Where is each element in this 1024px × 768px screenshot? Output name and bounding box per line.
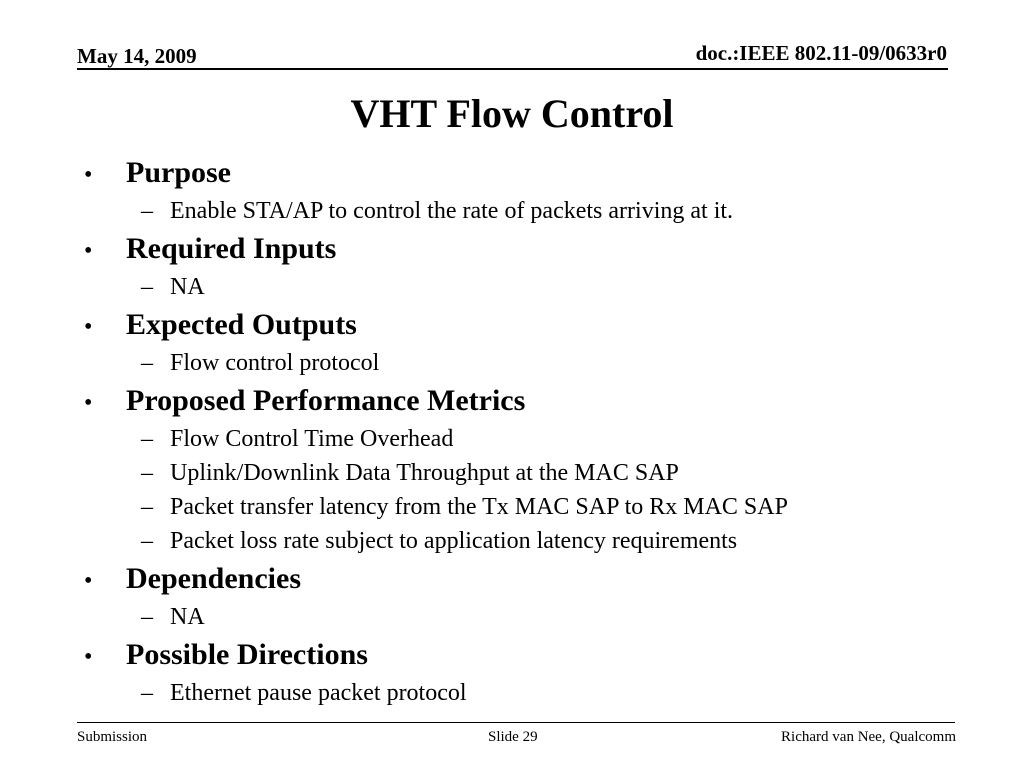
sub-bullet-marker: – bbox=[141, 680, 153, 706]
sub-bullet-text: Flow Control Time Overhead bbox=[170, 426, 454, 452]
bullet-item bbox=[84, 232, 964, 274]
sub-bullet-text: Ethernet pause packet protocol bbox=[170, 680, 467, 706]
sub-bullet-item bbox=[141, 680, 964, 714]
sub-bullet-item bbox=[141, 460, 964, 494]
bullet-item bbox=[84, 308, 964, 350]
footer-submission: Submission bbox=[77, 729, 148, 745]
sub-bullet-item bbox=[141, 274, 964, 308]
header-doc-id: doc.:IEEE 802.11-09/0633r0 bbox=[695, 41, 947, 65]
bullet-marker: • bbox=[84, 314, 93, 340]
bullet-item bbox=[84, 384, 964, 426]
slide-title: VHT Flow Control bbox=[350, 91, 674, 136]
bullet-heading: Expected Outputs bbox=[126, 308, 357, 341]
sub-bullet-item bbox=[141, 604, 964, 638]
sub-bullet-marker: – bbox=[141, 460, 153, 486]
bullet-section bbox=[84, 232, 964, 308]
bullet-section bbox=[84, 308, 964, 384]
sub-bullet-text: Uplink/Downlink Data Throughput at the MAC SAP bbox=[170, 460, 679, 486]
footer-divider bbox=[77, 722, 955, 723]
bullet-list bbox=[84, 156, 964, 714]
sub-bullet-marker: – bbox=[141, 494, 153, 520]
sub-bullet-text: Enable STA/AP to control the rate of packets arriving at it. bbox=[170, 198, 734, 224]
bullet-marker: • bbox=[84, 238, 93, 264]
sub-bullet-item bbox=[141, 198, 964, 232]
bullet-heading: Required Inputs bbox=[126, 232, 337, 265]
bullet-item bbox=[84, 562, 964, 604]
sub-bullet-marker: – bbox=[141, 350, 153, 376]
sub-bullet-item bbox=[141, 426, 964, 460]
bullet-section bbox=[84, 638, 964, 714]
bullet-marker: • bbox=[84, 162, 93, 188]
bullet-heading: Purpose bbox=[126, 156, 231, 189]
header-divider bbox=[77, 68, 948, 70]
sub-bullet-text: Flow control protocol bbox=[170, 350, 380, 376]
bullet-section bbox=[84, 384, 964, 562]
bullet-section bbox=[84, 156, 964, 232]
sub-bullet-text: Packet loss rate subject to application latency requirements bbox=[170, 528, 738, 554]
bullet-item bbox=[84, 156, 964, 198]
footer-slide-number: Slide 29 bbox=[488, 729, 538, 745]
sub-bullet-item bbox=[141, 494, 964, 528]
bullet-marker: • bbox=[84, 644, 93, 670]
bullet-section bbox=[84, 562, 964, 638]
bullet-heading: Proposed Performance Metrics bbox=[126, 384, 526, 417]
sub-bullet-marker: – bbox=[141, 604, 153, 630]
bullet-marker: • bbox=[84, 390, 93, 416]
sub-bullet-text: Packet transfer latency from the Tx MAC SAP to Rx MAC SAP bbox=[170, 494, 788, 520]
sub-bullet-item bbox=[141, 528, 964, 562]
bullet-marker: • bbox=[84, 568, 93, 594]
sub-bullet-marker: – bbox=[141, 198, 153, 224]
sub-bullet-item bbox=[141, 350, 964, 384]
sub-bullet-marker: – bbox=[141, 528, 153, 554]
header-date: May 14, 2009 bbox=[77, 44, 197, 68]
sub-bullet-marker: – bbox=[141, 426, 153, 452]
bullet-heading: Possible Directions bbox=[126, 638, 368, 671]
sub-bullet-text: NA bbox=[170, 274, 205, 300]
bullet-item bbox=[84, 638, 964, 680]
bullet-heading: Dependencies bbox=[126, 562, 301, 595]
footer-author: Richard van Nee, Qualcomm bbox=[781, 729, 956, 745]
sub-bullet-marker: – bbox=[141, 274, 153, 300]
sub-bullet-text: NA bbox=[170, 604, 205, 630]
